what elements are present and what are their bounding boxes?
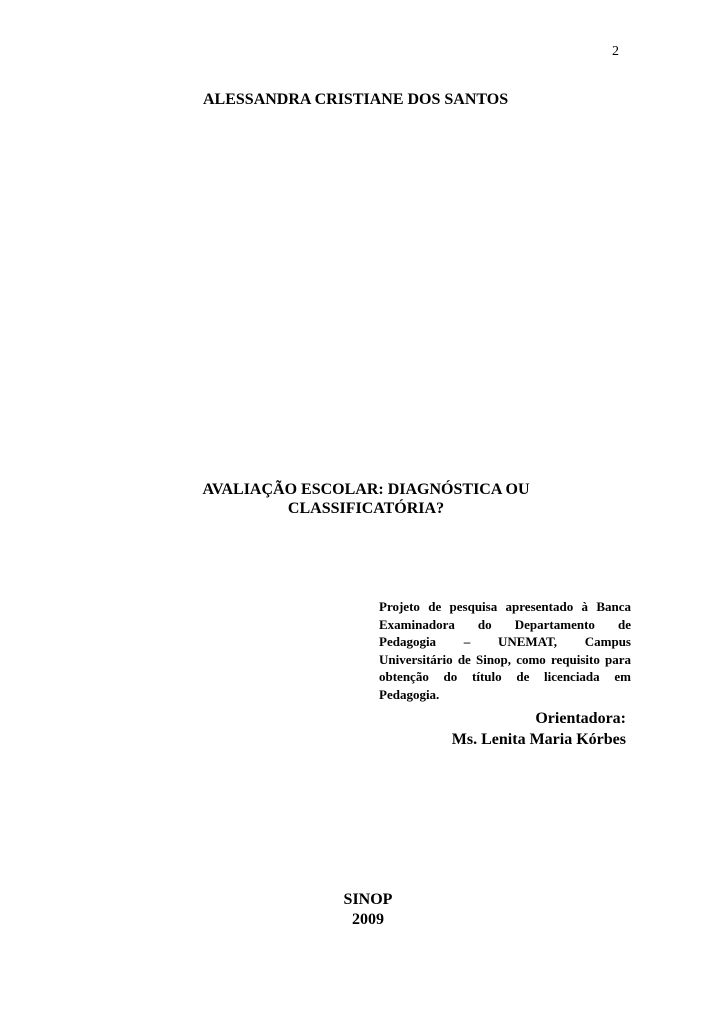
title-line-1: AVALIAÇÃO ESCOLAR: DIAGNÓSTICA OU bbox=[202, 481, 530, 498]
project-description: Projeto de pesquisa apresentado à Banca Examinadora do Departamento de Pedagogia – UNEMAT, Campus Universitário de Sinop, como requisito para obtenção do título de licenciada em Pedagogia. bbox=[379, 599, 631, 702]
advisor-block bbox=[400, 708, 626, 750]
advisor-name: Ms. Lenita Maria Kórbes bbox=[451, 731, 626, 748]
year: 2009 bbox=[352, 911, 384, 928]
city-year-block bbox=[323, 890, 413, 930]
document-title bbox=[177, 480, 555, 518]
page-number: 2 bbox=[612, 44, 619, 59]
title-line-2: CLASSIFICATÓRIA? bbox=[287, 500, 445, 517]
advisor-label: Orientadora: bbox=[535, 710, 626, 727]
author-name: ALESSANDRA CRISTIANE DOS SANTOS bbox=[203, 91, 509, 108]
city: SINOP bbox=[343, 891, 393, 908]
